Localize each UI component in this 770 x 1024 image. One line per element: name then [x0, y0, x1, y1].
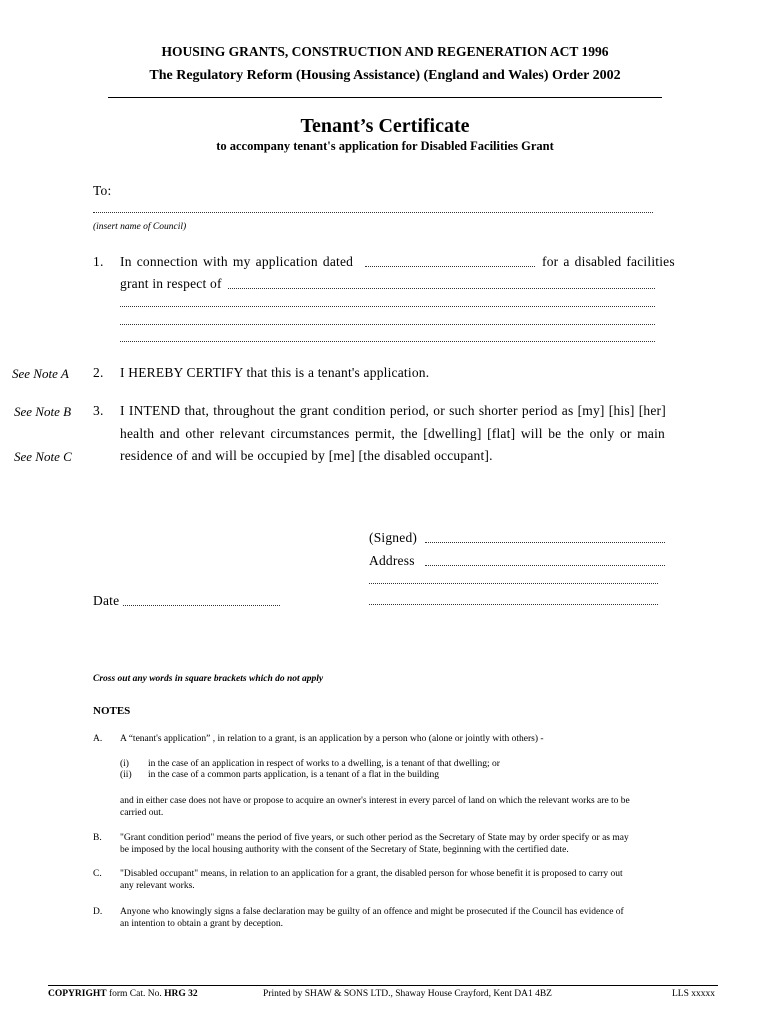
note-a-i-text: in the case of an application in respect of works to a dwelling, is a tenant of that dwelling; or [148, 759, 500, 769]
clause-1-number: 1. [93, 254, 104, 269]
to-label: To: [93, 183, 112, 198]
note-c-letter: C. [93, 869, 102, 879]
property-field-2[interactable] [120, 306, 655, 307]
notes-heading: NOTES [93, 705, 131, 717]
note-b-text-1: "Grant condition period" means the period of five years, or such other period as the Secretary of State may by order specify or as may [120, 833, 629, 843]
address-field-1[interactable] [425, 565, 665, 566]
clause-3-line-3: residence of and will be occupied by [me] [the disabled occupant]. [120, 448, 493, 463]
address-field-2[interactable] [369, 583, 658, 584]
date-label: Date [93, 593, 120, 608]
clause-3-number: 3. [93, 403, 104, 418]
clause-3-line-2: health and other relevant circumstances permit, the [dwelling] [flat] will be the only or main [120, 426, 666, 441]
note-a-margin: See Note A [12, 366, 69, 381]
note-a-letter: A. [93, 734, 103, 744]
note-d-letter: D. [93, 907, 103, 917]
property-field-1[interactable] [228, 288, 655, 289]
clause-3-line-1: I INTEND that, throughout the grant condition period, or such shorter period as [my] [his] [her] [120, 403, 666, 418]
note-b-margin: See Note B [14, 404, 72, 419]
note-c-text-1: "Disabled occupant" means, in relation to an application for a grant, the disabled person for whose benefit it is proposed to carry out [120, 869, 623, 879]
note-a-ii-text: in the case of a common parts application, is a tenant of a flat in the building [148, 770, 439, 780]
clause-1-text-c: grant in respect of [120, 276, 222, 291]
note-d-text-1: Anyone who knowingly signs a false declaration may be guilty of an offence and might be prosecuted if the Council has evidence of [120, 907, 624, 917]
note-a-tail-2: carried out. [120, 808, 164, 818]
clause-2-number: 2. [93, 365, 104, 380]
footer-ref: LLS xxxxx [672, 989, 716, 999]
copyright-label: COPYRIGHT [48, 989, 107, 999]
council-name-field[interactable] [93, 212, 653, 213]
cat-code: HRG 32 [164, 989, 198, 999]
act-title: HOUSING GRANTS, CONSTRUCTION AND REGENERATION ACT 1996 [161, 44, 609, 59]
note-a-text: A “tenant's application” , in relation to a grant, is an application by a person who (alone or jointly with others) - [120, 734, 544, 744]
address-label: Address [369, 553, 415, 568]
header-rule [108, 97, 662, 98]
page-title: Tenant’s Certificate [300, 115, 470, 137]
note-d-text-2: an intention to obtain a grant by deception. [120, 919, 284, 929]
footer-copyright [48, 989, 198, 999]
form-cat-label: form Cat. No. [108, 989, 162, 999]
property-field-4[interactable] [120, 341, 655, 342]
order-title: The Regulatory Reform (Housing Assistance) (England and Wales) Order 2002 [149, 68, 621, 83]
address-field-3[interactable] [369, 604, 658, 605]
note-a-ii-number: (ii) [120, 770, 132, 780]
signature-field[interactable] [425, 542, 665, 543]
property-field-3[interactable] [120, 324, 655, 325]
signed-label: (Signed) [369, 530, 418, 545]
note-b-letter: B. [93, 833, 102, 843]
clause-1-text-a: In connection with my application dated [120, 254, 354, 269]
footer-rule [48, 985, 718, 986]
footer-printer: Printed by SHAW & SONS LTD., Shaway House Crayford, Kent DA1 4BZ [263, 989, 552, 999]
note-a-i-number: (i) [120, 759, 129, 769]
date-field[interactable] [123, 605, 280, 606]
note-a-tail-1: and in either case does not have or propose to acquire an owner's interest in every parcel of land on which the relevant works are to be [120, 796, 630, 806]
note-c-text-2: any relevant works. [120, 881, 195, 891]
council-hint: (insert name of Council) [93, 222, 187, 232]
application-date-field[interactable] [365, 266, 535, 267]
note-b-text-2: be imposed by the local housing authority with the consent of the Secretary of State, beginning with the certified date. [120, 845, 569, 855]
page-subtitle: to accompany tenant's application for Disabled Facilities Grant [216, 139, 554, 153]
note-c-margin: See Note C [14, 449, 72, 464]
cross-out-instruction: Cross out any words in square brackets which do not apply [93, 674, 324, 684]
clause-1-text-b: for a disabled facilities [542, 254, 675, 269]
clause-2-text: I HEREBY CERTIFY that this is a tenant's application. [120, 365, 430, 380]
